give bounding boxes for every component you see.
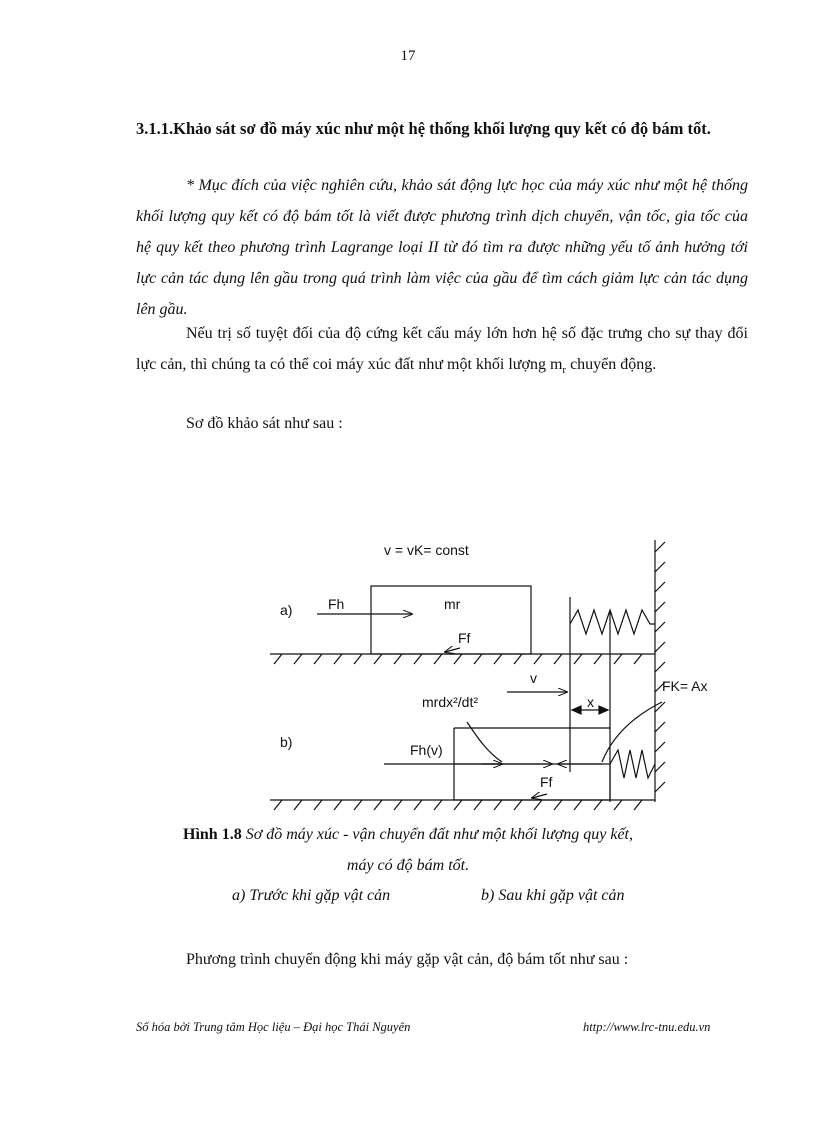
diagram-label-text: Sơ đồ khảo sát như sau : — [186, 415, 343, 432]
part-b-label: b) — [280, 734, 293, 750]
purpose-paragraph — [136, 170, 748, 325]
x-label: x — [587, 694, 594, 710]
section-heading: 3.1.1.Khảo sát sơ đồ máy xúc như một hệ thống khối lượng quy kết có độ bám tốt. — [136, 119, 711, 138]
footer-left: Số hóa bởi Trung tâm Học liệu – Đại học Thái Nguyên — [136, 1020, 411, 1034]
equation-intro-paragraph — [136, 944, 748, 975]
spring-b — [610, 750, 655, 778]
caption-text-1: Sơ đồ máy xúc - vận chuyển đất như một khối lượng quy kết, — [241, 826, 633, 843]
figure-caption-line1 — [0, 826, 816, 844]
caption-sub-b: b) Sau khi gặp vật cản — [481, 887, 625, 904]
velocity-label: v = vK= const — [384, 542, 469, 558]
diagram-label-paragraph — [136, 408, 748, 439]
ground-hatch-b — [274, 800, 642, 810]
v-label: v — [530, 670, 537, 686]
intro-paragraph — [136, 318, 748, 386]
figure-diagram — [262, 532, 782, 822]
fh-a-label: Fh — [328, 596, 345, 612]
intro-text: Nếu trị số tuyệt đối của độ cứng kết cấu máy lớn hơn hệ số đặc trưng cho sự thay đổi lực cản, thì chúng ta có thể coi máy xúc đất như một khối lượng m — [136, 325, 748, 373]
equation-intro-text: Phương trình chuyển động khi máy gặp vật cản, độ bám tốt như sau : — [186, 951, 629, 968]
figure-number: Hình 1.8 — [183, 826, 242, 843]
ff-b-label: Ff — [540, 774, 553, 790]
caption-sub-a: a) Trước khi gặp vật cản — [232, 887, 391, 904]
spring-a — [570, 610, 655, 634]
ff-arrow-b — [532, 794, 547, 798]
mass-block-b — [454, 764, 610, 800]
inertia-label: mrdx²/dt² — [422, 694, 478, 710]
page-number: 17 — [400, 48, 416, 64]
footer-right: http://www.lrc-tnu.edu.vn — [583, 1020, 711, 1034]
ground-hatch-a — [274, 654, 642, 664]
part-a-label: a) — [280, 602, 293, 618]
figure-caption-line2: máy có độ bám tốt. — [346, 857, 470, 874]
purpose-text: * Mục đích của việc nghiên cứu, khảo sát động lực học của máy xúc như một hệ thống khối lượng quy kết có độ bám tốt là viết được phương trình dịch chuyển, vận tốc, gia tốc của hệ quy kết theo phương trình Lagrange loại II từ đó tìm ra được những yếu tố ảnh hưởng tới lực cản tác dụng lên gầu trong quá trình làm việc của gầu để tìm cách giảm lực cản tác dụng lên gầu. — [136, 177, 748, 318]
ff-a-label: Ff — [458, 630, 471, 646]
fk-label: FK= Ax — [662, 678, 708, 694]
intro-subscript: r — [562, 364, 567, 377]
ff-arrow-a — [445, 648, 460, 652]
wall-hatch — [655, 542, 665, 792]
mass-a-label: mr — [444, 596, 461, 612]
fh-b-label: Fh(v) — [410, 742, 443, 758]
intro-text-end: chuyển động. — [566, 356, 657, 373]
fk-curve — [602, 702, 662, 762]
